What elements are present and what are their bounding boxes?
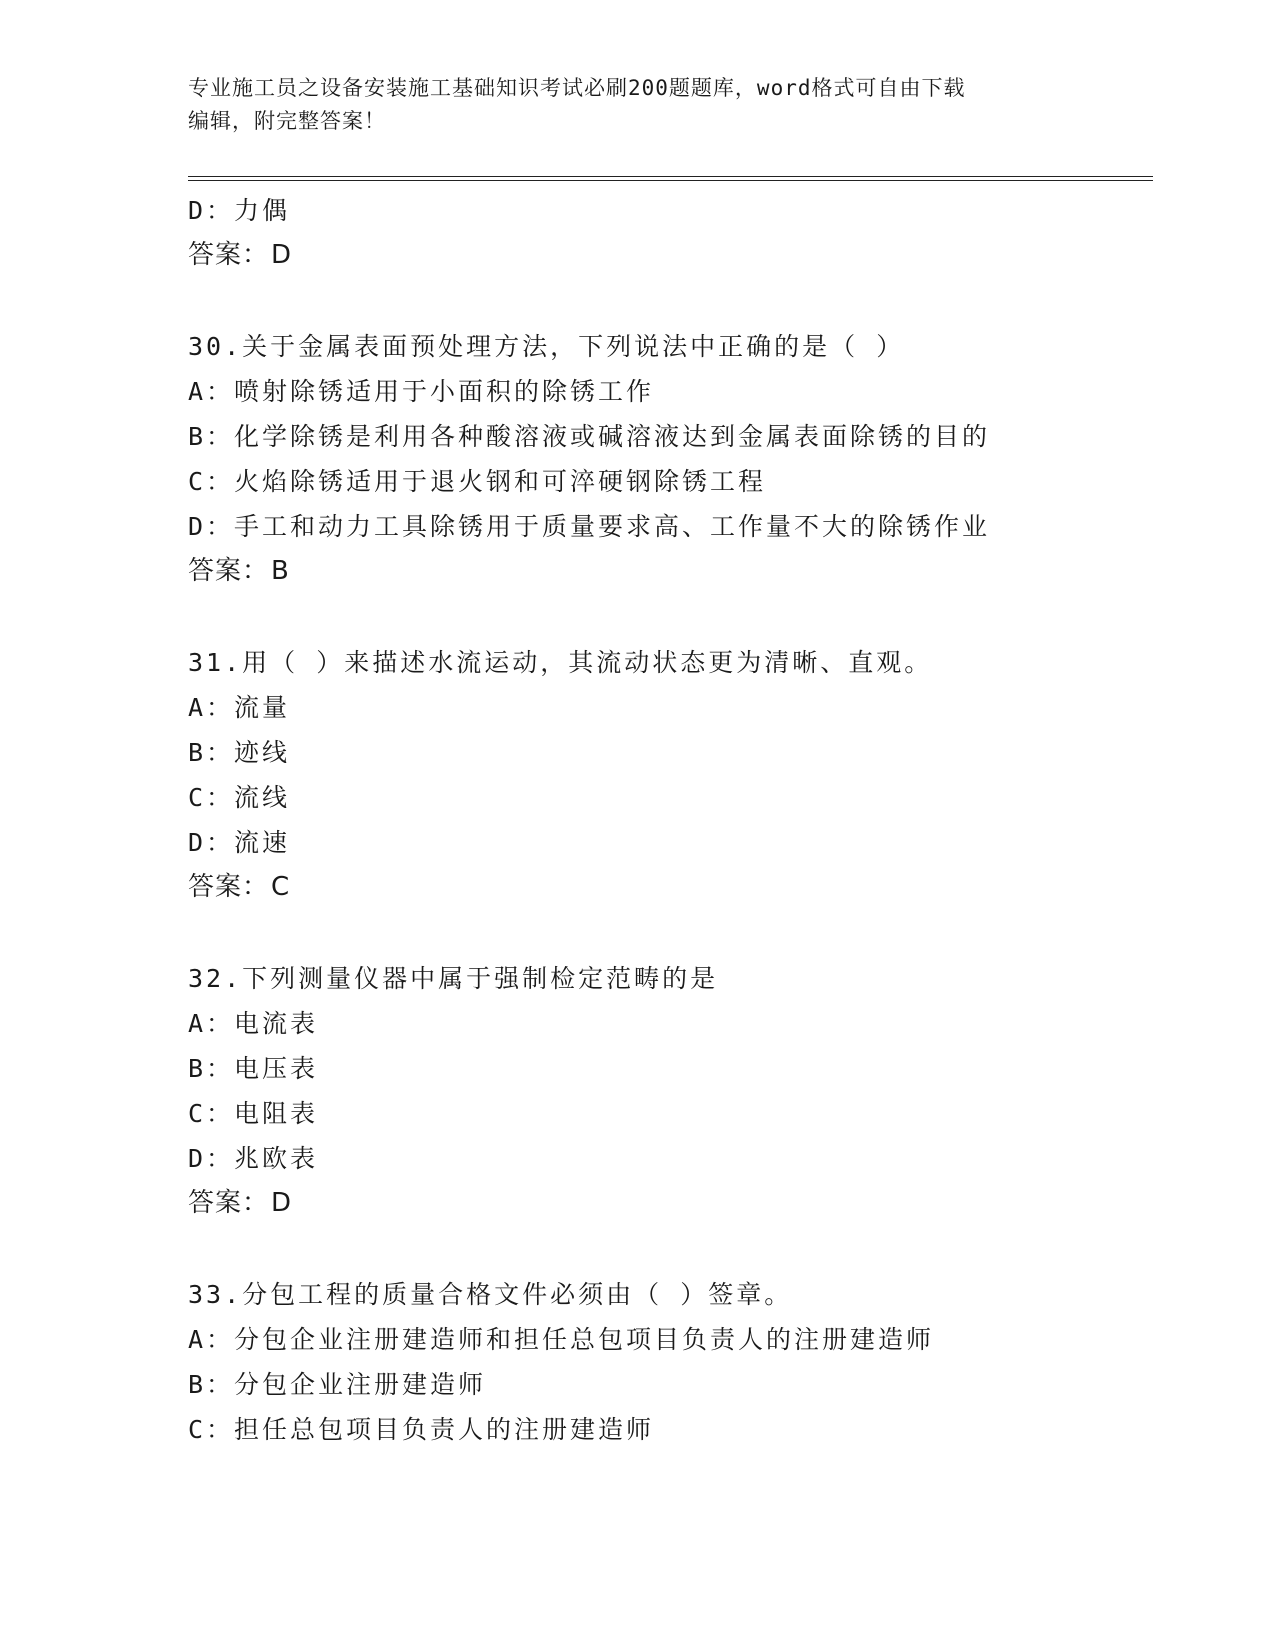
- answer-value: C: [271, 872, 291, 902]
- question-stem: 33.分包工程的质量合格文件必须由（ ）签章。: [188, 1280, 793, 1309]
- answer-label: 答案：: [188, 556, 270, 586]
- option-b: B：化学除锈是利用各种酸溶液或碱溶液达到金属表面除锈的目的: [188, 422, 991, 451]
- answer-line: [188, 865, 1153, 910]
- option-c: C：火焰除锈适用于退火钢和可淬硬钢除锈工程: [188, 467, 767, 496]
- spacer: [188, 278, 1153, 324]
- option-b: B：电压表: [188, 1054, 319, 1083]
- option-d: D：力偶: [188, 196, 291, 225]
- header-title-line2: 编辑，附完整答案！: [188, 109, 386, 133]
- answer-value: B: [271, 556, 290, 586]
- question-content: [188, 188, 1153, 1452]
- option-c: C：电阻表: [188, 1099, 319, 1128]
- page-header: [188, 72, 1088, 138]
- answer-label: 答案：: [188, 240, 270, 270]
- answer-value: D: [271, 1188, 293, 1218]
- question-stem: 32.下列测量仪器中属于强制检定范畴的是: [188, 964, 719, 993]
- answer-label: 答案：: [188, 1188, 270, 1218]
- option-b: B：迹线: [188, 738, 291, 767]
- question-stem: 31.用（ ）来描述水流运动，其流动状态更为清晰、直观。: [188, 648, 933, 677]
- option-a: A：电流表: [188, 1009, 319, 1038]
- option-d: D：流速: [188, 828, 291, 857]
- answer-line: [188, 233, 1153, 278]
- option-a: A：分包企业注册建造师和担任总包项目负责人的注册建造师: [188, 1325, 935, 1354]
- header-divider-bottom: [188, 180, 1153, 181]
- option-d: D：手工和动力工具除锈用于质量要求高、工作量不大的除锈作业: [188, 512, 991, 541]
- answer-line: [188, 1181, 1153, 1226]
- option-c: C：流线: [188, 783, 291, 812]
- spacer: [188, 594, 1153, 640]
- spacer: [188, 910, 1153, 956]
- answer-value: D: [271, 240, 293, 270]
- header-title-line1: 专业施工员之设备安装施工基础知识考试必刷200题题库，word格式可自由下载: [188, 76, 966, 100]
- option-d: D：兆欧表: [188, 1144, 319, 1173]
- header-divider-top: [188, 176, 1153, 177]
- option-a: A：喷射除锈适用于小面积的除锈工作: [188, 377, 655, 406]
- answer-label: 答案：: [188, 872, 270, 902]
- option-c: C：担任总包项目负责人的注册建造师: [188, 1415, 655, 1444]
- question-stem: 30.关于金属表面预处理方法，下列说法中正确的是（ ）: [188, 332, 905, 361]
- option-b: B：分包企业注册建造师: [188, 1370, 487, 1399]
- option-a: A：流量: [188, 693, 291, 722]
- answer-line: [188, 549, 1153, 594]
- spacer: [188, 1226, 1153, 1272]
